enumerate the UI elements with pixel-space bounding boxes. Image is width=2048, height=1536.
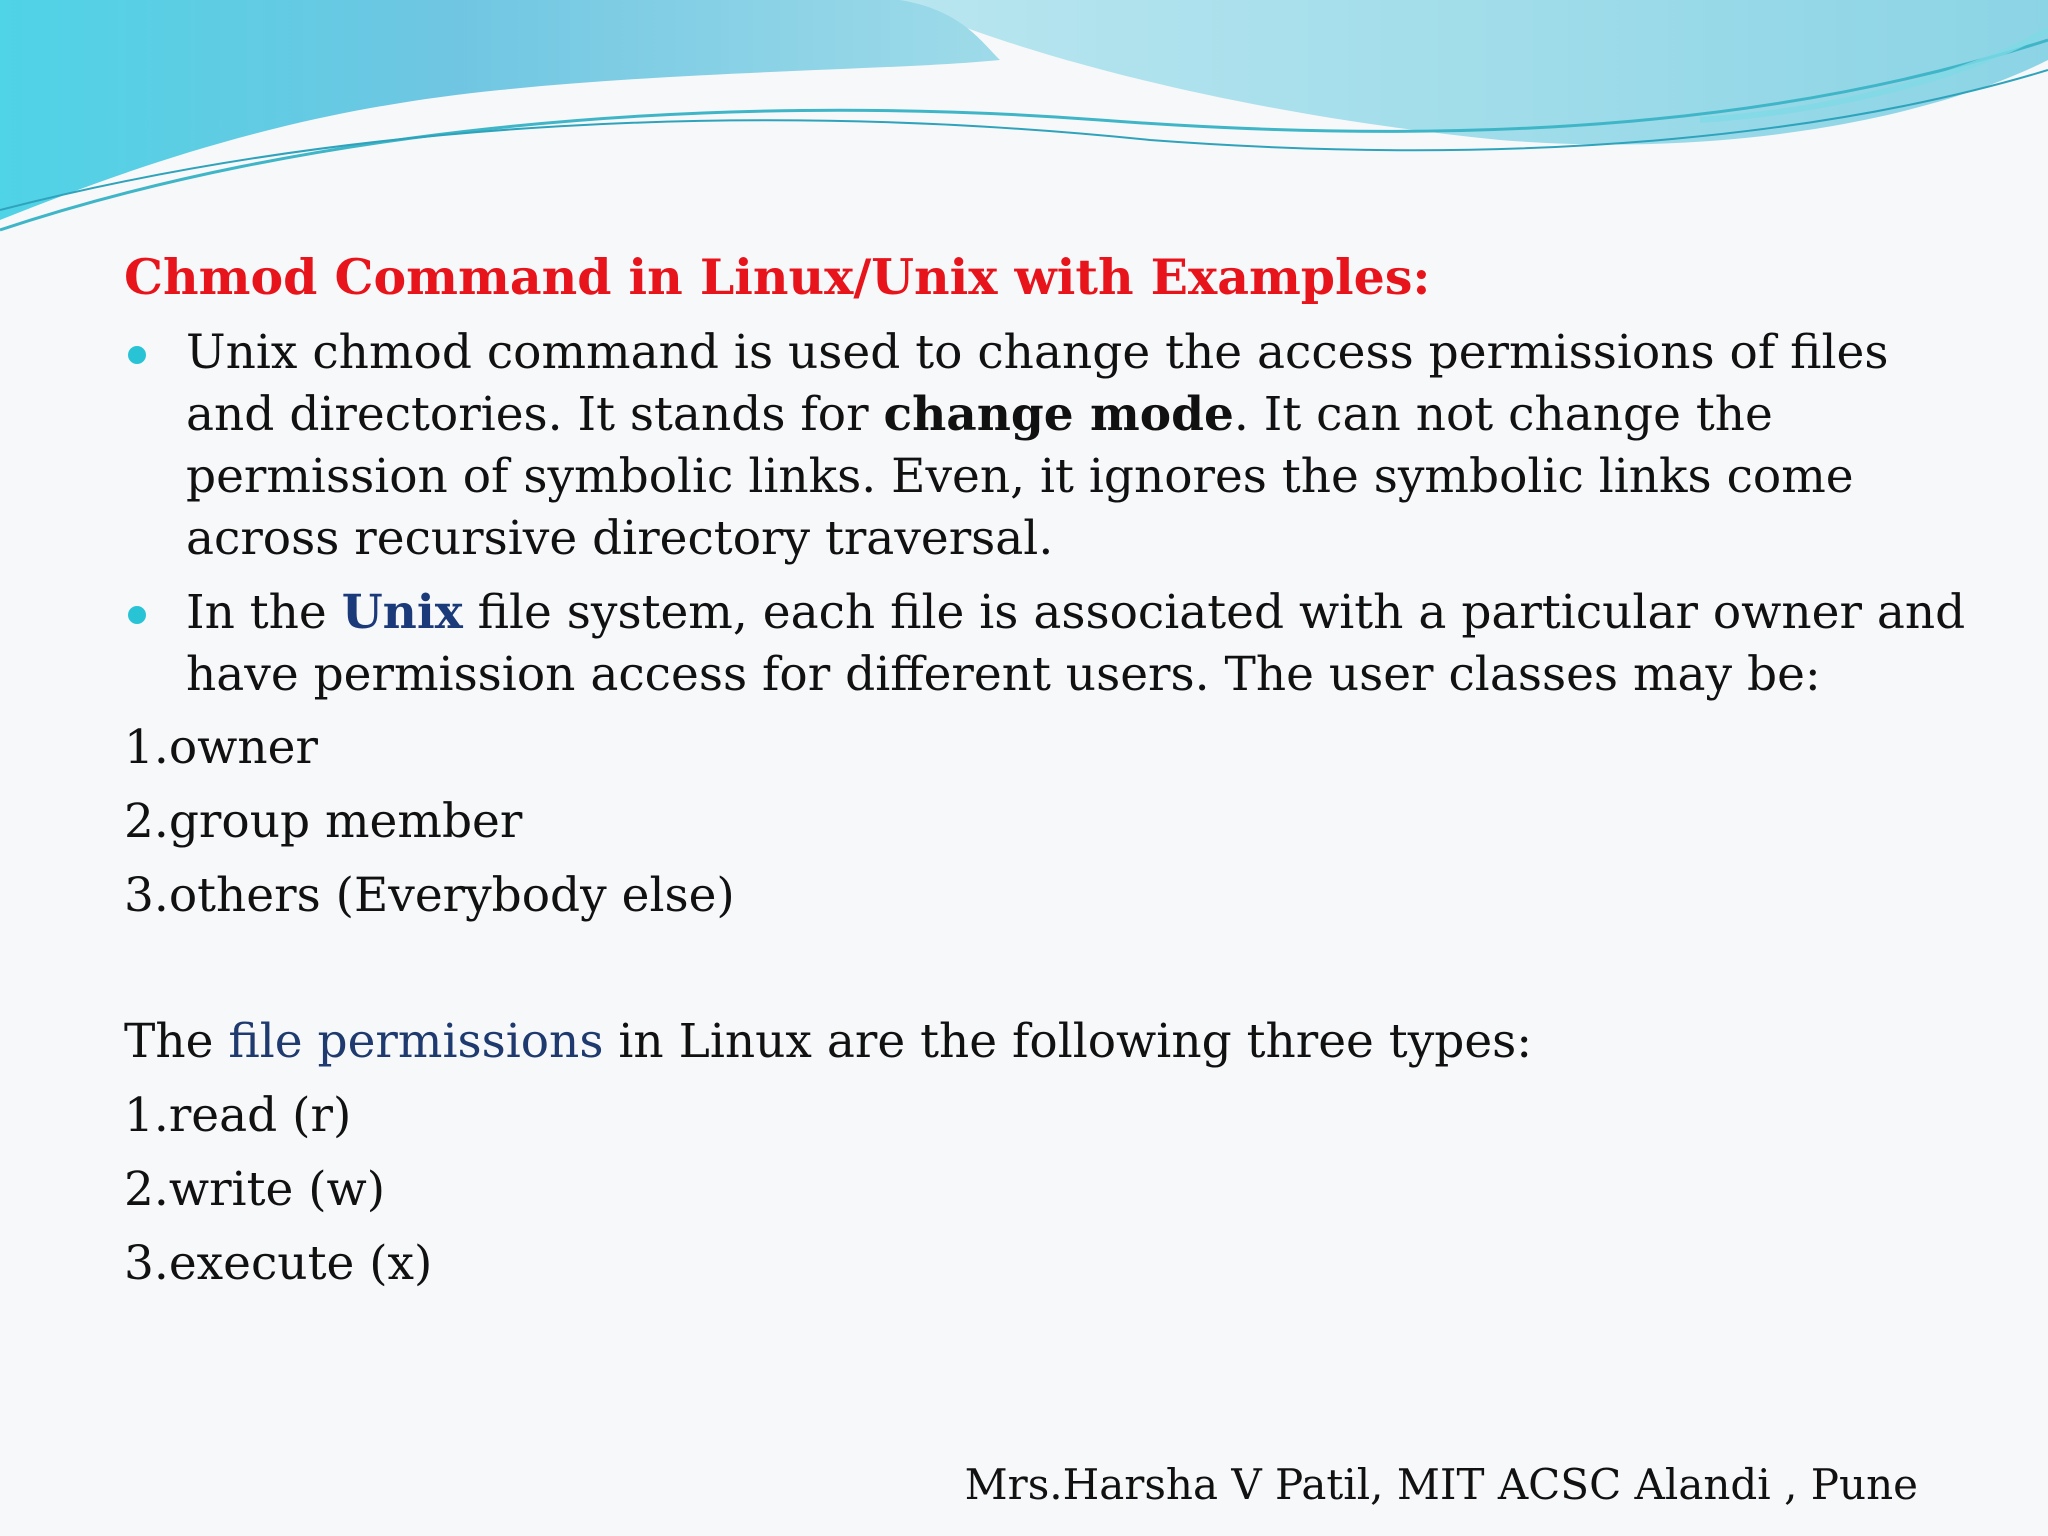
file-permissions-link[interactable]: file permissions — [228, 1014, 604, 1069]
bullet-text: Unix chmod command is used to change the access permissions of files and directories. It stands for — [186, 325, 1889, 442]
user-class-item: 1.owner — [124, 720, 318, 775]
bullet-list — [124, 322, 1984, 718]
permission-type-item: 3.execute (x) — [124, 1236, 433, 1291]
header-wave-decoration — [0, 0, 2048, 240]
permissions-intro-text: in Linux are the following three types: — [603, 1014, 1533, 1069]
bullet-dot-icon — [128, 606, 146, 624]
permission-type-item: 2.write (w) — [124, 1162, 386, 1217]
permission-type-item: 1.read (r) — [124, 1088, 352, 1143]
bullet-bold-term: Unix — [341, 585, 463, 640]
permissions-intro-text: The — [124, 1014, 229, 1069]
bullet-dot-icon — [128, 346, 146, 364]
bullet-item — [124, 582, 1984, 706]
user-class-item: 2.group member — [124, 794, 523, 849]
slide-footer: Mrs.Harsha V Patil, MIT ACSC Alandi , Pune — [964, 1460, 1918, 1509]
bullet-item — [124, 322, 1984, 570]
slide-title: Chmod Command in Linux/Unix with Examples: — [124, 248, 1431, 306]
bullet-text: . It can not change the permission of symbolic links. Even, it ignores the symbolic links come across recursive directory traversal. — [186, 387, 1854, 566]
user-class-item: 3.others (Everybody else) — [124, 868, 735, 923]
bullet-text: In the — [186, 585, 342, 640]
permissions-intro — [124, 1012, 1532, 1072]
bullet-text: file system, each file is associated with a particular owner and have permission access for different users. The user classes may be: — [186, 585, 1966, 702]
bullet-bold-term: change mode — [883, 387, 1234, 442]
